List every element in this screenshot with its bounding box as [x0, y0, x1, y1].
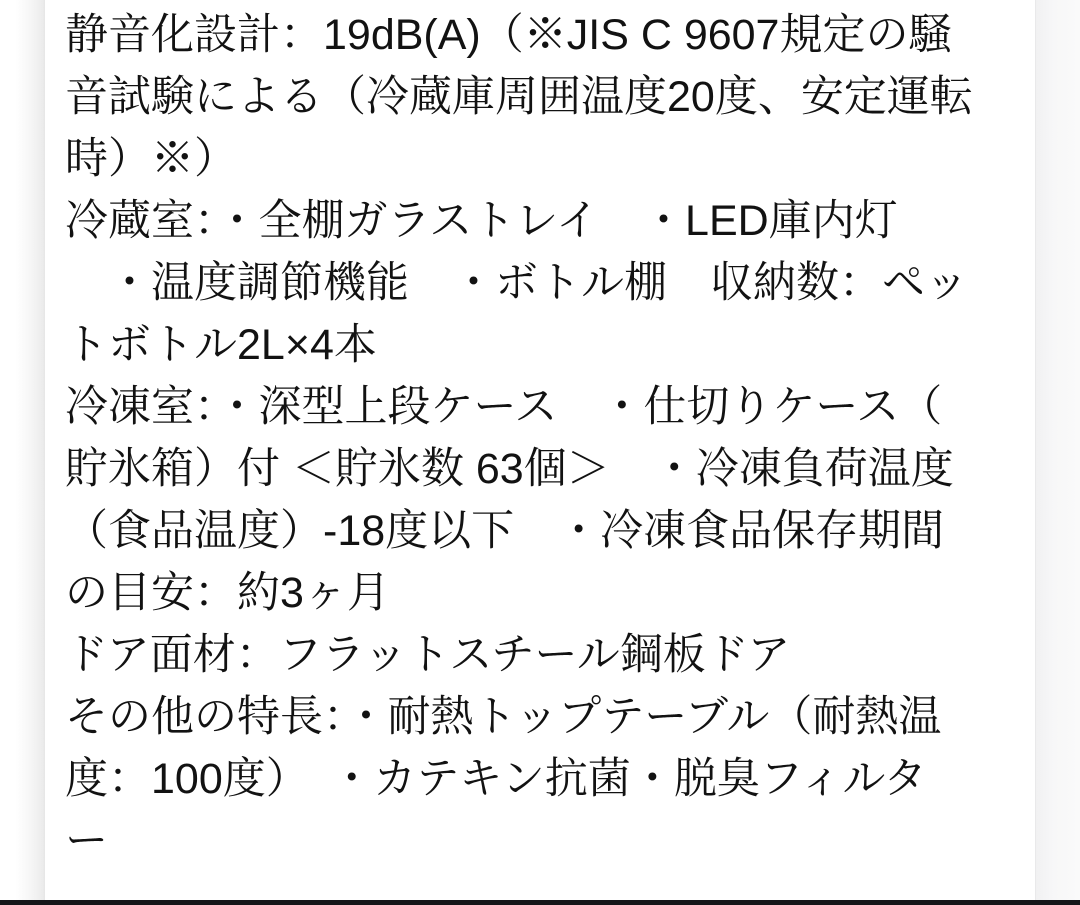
spec-line: 音試験による（冷蔵庫周囲温度20度、安定運転: [65, 73, 973, 121]
right-page-gutter: [1036, 0, 1080, 900]
spec-line: 時）※）: [65, 135, 237, 183]
spec-line: ドア面材：フラットスチール鋼板ドア: [65, 631, 791, 679]
spec-line: その他の特長：・耐熱トップテーブル（耐熱温: [65, 693, 942, 741]
spec-line: 冷凍室：・深型上段ケース ・仕切りケース（: [65, 383, 943, 431]
product-spec-text: [65, 4, 973, 872]
product-description-panel[interactable]: [45, 0, 1036, 900]
spec-line: 冷蔵室：・全棚ガラストレイ ・LED庫内灯: [65, 197, 898, 245]
spec-line: ・温度調節機能 ・ボトル棚 収納数：ペッ: [65, 259, 968, 307]
spec-line: 静音化設計：19dB(A)（※JIS C 9607規定の騒: [65, 11, 952, 59]
spec-line: （食品温度）-18度以下 ・冷凍食品保存期間: [65, 507, 945, 555]
spec-line: ー: [65, 817, 108, 865]
spec-line: 貯氷箱）付 ＜貯氷数 63個＞ ・冷凍負荷温度: [65, 445, 954, 493]
spec-line: の目安：約3ヶ月: [65, 569, 390, 617]
bottom-dark-strip: [0, 900, 1080, 905]
spec-line: 度：100度） ・カテキン抗菌・脱臭フィルタ: [65, 755, 927, 803]
left-page-gutter: [0, 0, 45, 900]
spec-line: トボトル2L×4本: [65, 321, 377, 369]
